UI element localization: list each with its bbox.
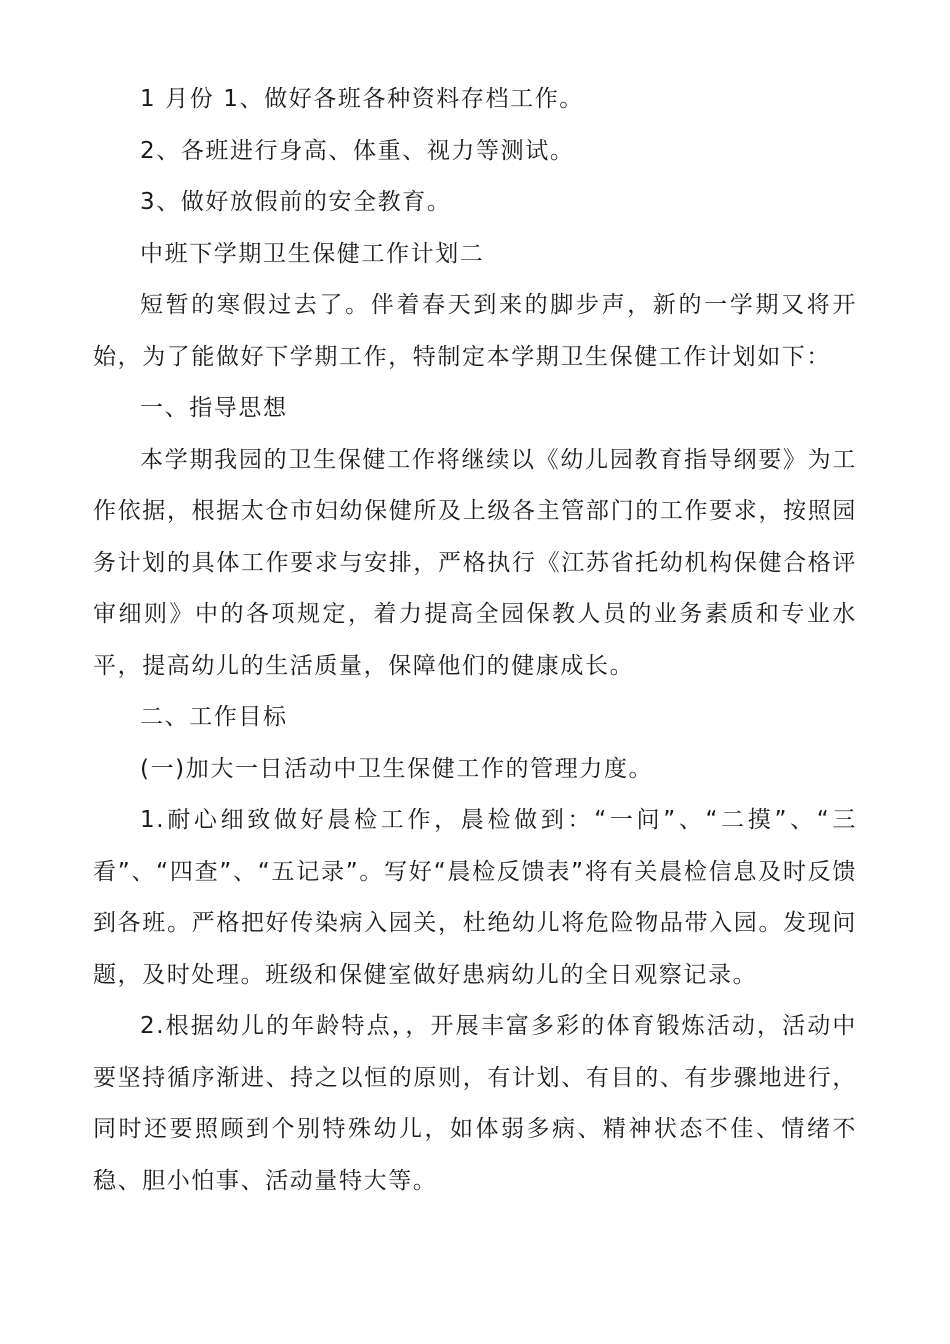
subheading-management: (一)加大一日活动中卫生保健工作的管理力度。 [140, 755, 654, 782]
paragraph-guiding-ideology: 本学期我园的卫生保健工作将继续以《幼儿园教育指导纲要》为工作依据，根据太仓市妇幼保健所及上级各主管部门的工作要求，按照园务计划的具体工作要求与安排，严格执行《江苏省托幼机构保健合格评审细则》中的各项规定，着力提高全园保教人员的业务素质和专业水平，提高幼儿的生活质量，保障他们的健康成长。 [93, 446, 857, 679]
paragraph-measurement-test: 2、各班进行身高、体重、视力等测试。 [140, 137, 575, 164]
paragraph-physical-exercise: 2.根据幼儿的年龄特点，，开展丰富多彩的体育锻炼活动，活动中要坚持循序渐进、持之以恒的原则，有计划、有目的、有步骤地进行，同时还要照顾到个别特殊幼儿，如体弱多病、精神状态不佳、情绪不稳、胆小怕事、活动量特大等。 [93, 1013, 857, 1194]
paragraph-morning-check: 1.耐心细致做好晨检工作，晨检做到：“一问”、“二摸”、“三看”、“四查”、“五记录”。写好“晨检反馈表”将有关晨检信息及时反馈到各班。严格把好传染病入园关，杜绝幼儿将危险物品带入园。发现问题，及时处理。班级和保健室做好患病幼儿的全日观察记录。 [93, 807, 857, 988]
heading-work-goals: 二、工作目标 [140, 704, 288, 730]
paragraph-january-archive: 1 月份 1、做好各班各种资料存档工作。 [140, 86, 584, 112]
document-body [93, 74, 857, 1207]
paragraph-introduction: 短暂的寒假过去了。伴着春天到来的脚步声，新的一学期又将开始，为了能做好下学期工作，特制定本学期卫生保健工作计划如下： [93, 292, 857, 370]
paragraph-safety-education: 3、做好放假前的安全教育。 [140, 189, 452, 215]
section-title-plan-two: 中班下学期卫生保健工作计划二 [140, 240, 485, 267]
heading-guiding-ideology: 一、指导思想 [140, 395, 288, 421]
